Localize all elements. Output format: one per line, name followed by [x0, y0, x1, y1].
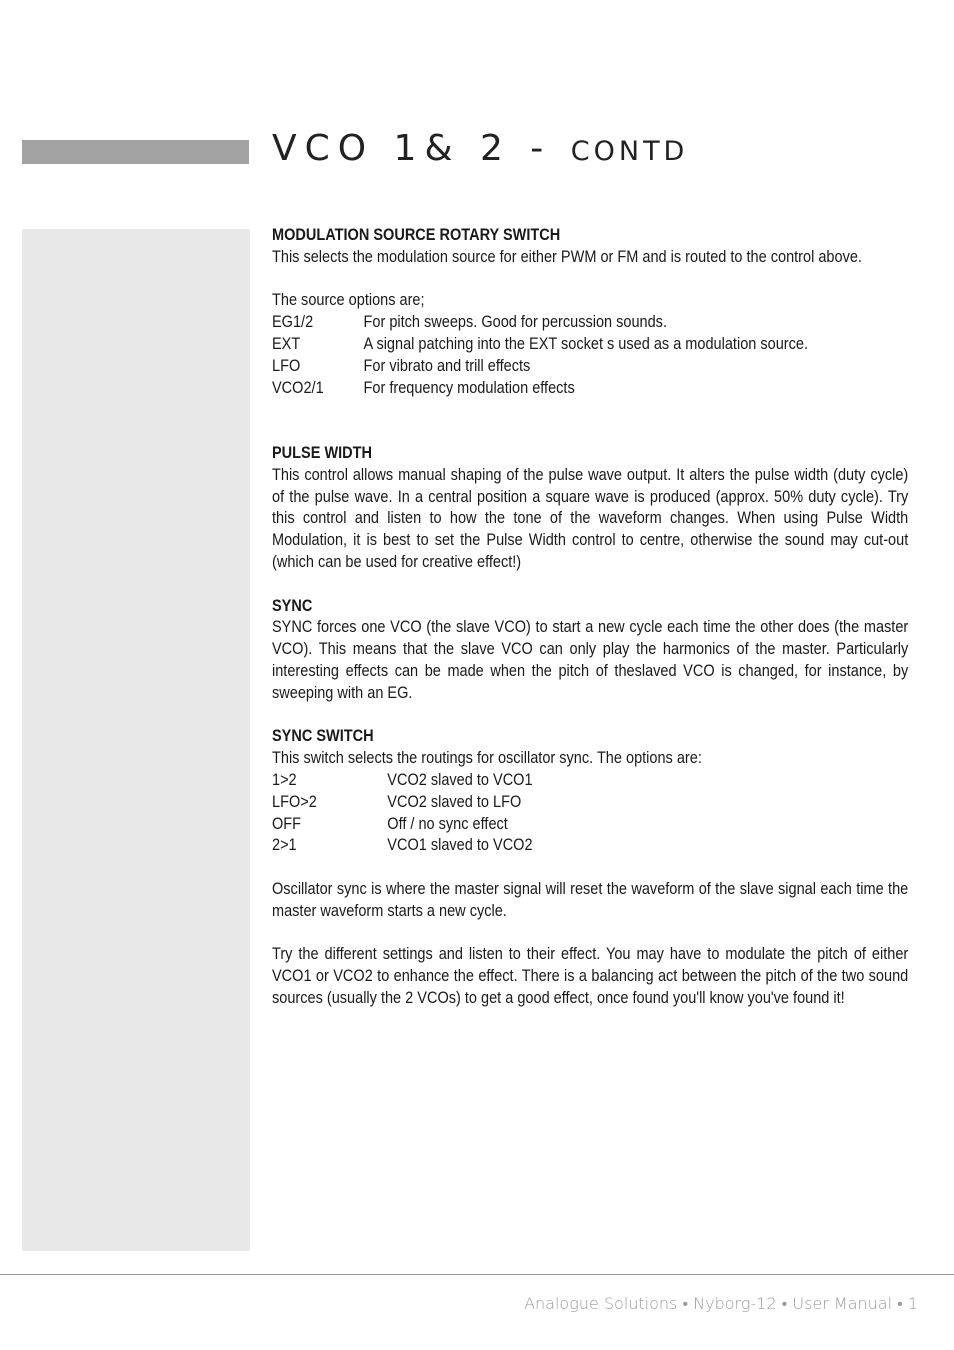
main-content [272, 225, 908, 1010]
page-title-suffix: CONTD [570, 136, 689, 167]
page-title [272, 128, 688, 169]
heading-mod-source: MODULATION SOURCE ROTARY SWITCH [272, 226, 561, 244]
sync-switch-intro: This switch selects the routings for oscillator sync. The options are: [272, 749, 702, 768]
option-desc: For vibrato and trill effects [363, 356, 531, 375]
option-desc: For pitch sweeps. Good for percussion sounds. [363, 313, 667, 332]
page-title-main: VCO 1& 2 - [272, 128, 552, 169]
sidebar-panel [22, 229, 250, 1251]
option-desc: A signal patching into the EXT socket s used as a modulation source. [363, 334, 809, 353]
option-key: LFO>2 [272, 792, 317, 811]
mod-option-row [272, 312, 908, 334]
option-key: 1>2 [272, 770, 297, 789]
mod-source-intro: This selects the modulation source for either PWM or FM and is routed to the control above. [272, 247, 862, 266]
option-key: OFF [272, 814, 302, 833]
mod-option-row [272, 356, 908, 378]
pulse-width-body: This control allows manual shaping of the pulse wave output. It alters the pulse width (duty cycle) of the pulse wave. In a central position a square wave is produced (approx. 50% duty cycle). Try this control and listen to how the tone of the waveform changes. When using Pulse Width Modulation, it is best to set the Pulse Width control to centre, otherwise the sound may cut-out (which can be used for creative effect!) [272, 465, 909, 571]
title-accent-bar [22, 140, 249, 164]
option-key: EXT [272, 334, 301, 353]
option-key: 2>1 [272, 836, 297, 855]
option-desc: VCO2 slaved to LFO [387, 792, 522, 811]
option-key: VCO2/1 [272, 378, 324, 397]
option-key: EG1/2 [272, 313, 314, 332]
sync-option-row [272, 814, 908, 836]
heading-sync-switch: SYNC SWITCH [272, 727, 374, 746]
option-desc: Off / no sync effect [387, 814, 508, 833]
page-footer: Analogue Solutions • Nyborg-12 • User Manual • 1 [524, 1294, 918, 1313]
mod-option-row [272, 334, 908, 356]
sync-switch-para-2: Try the different settings and listen to their effect. You may have to modulate the pitch of either VCO1 or VCO2 to enhance the effect. There is a balancing act between the pitch of the two sound sources (usually the 2 VCOs) to get a good effect, once found you'll know you've found it! [272, 945, 909, 1007]
mod-option-row [272, 378, 908, 400]
sync-option-row [272, 792, 908, 814]
option-desc: For frequency modulation effects [363, 378, 575, 397]
mod-source-options-intro: The source options are; [272, 291, 425, 310]
heading-pulse-width: PULSE WIDTH [272, 443, 373, 462]
option-key: LFO [272, 356, 301, 375]
heading-sync: SYNC [272, 596, 313, 615]
footer-divider [0, 1274, 954, 1275]
sync-switch-para-1: Oscillator sync is where the master signal will reset the waveform of the slave signal each time the master waveform starts a new cycle. [272, 879, 909, 920]
sync-body: SYNC forces one VCO (the slave VCO) to start a new cycle each time the other does (the master VCO). This means that the slave VCO can only play the harmonics of the master. Particularly interesting effects can be made when the pitch of theslaved VCO is changed, for instance, by sweeping with an EG. [272, 618, 909, 702]
sync-option-row [272, 835, 908, 857]
sync-option-row [272, 770, 908, 792]
option-desc: VCO2 slaved to VCO1 [387, 770, 533, 789]
option-desc: VCO1 slaved to VCO2 [387, 836, 533, 855]
